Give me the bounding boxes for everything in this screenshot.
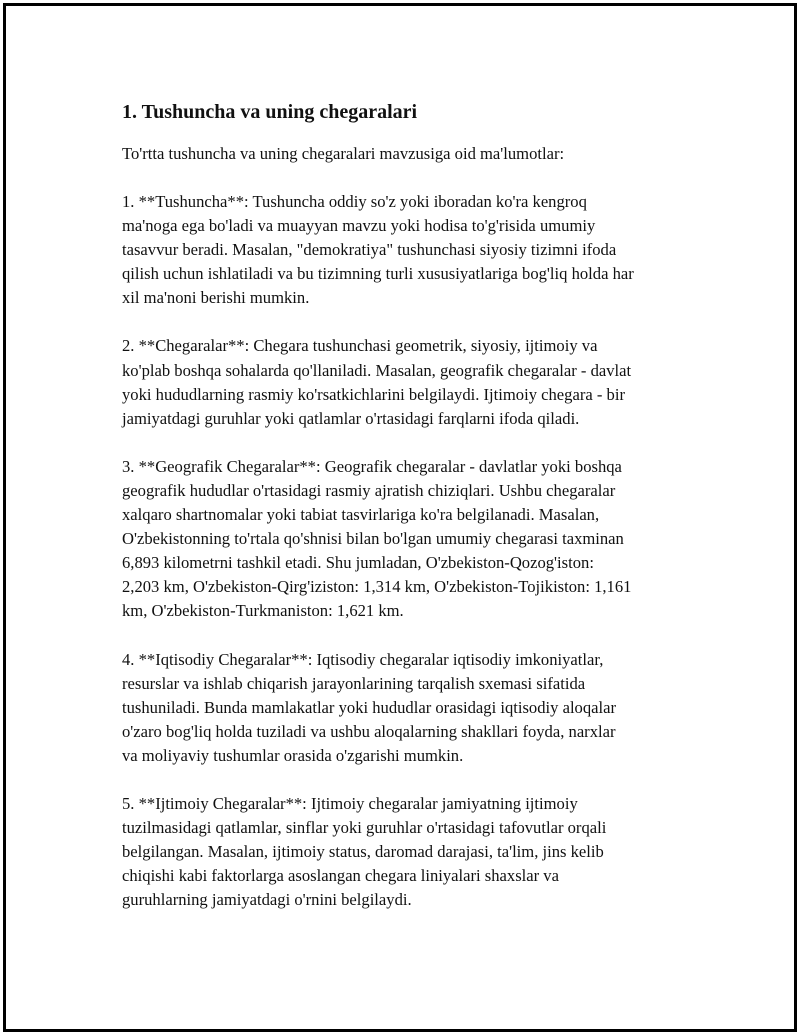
paragraph-line: 1. **Tushuncha**: Tushuncha oddiy so'z yoki iboradan ko'ra kengroq — [122, 192, 587, 211]
paragraph-line: 2,203 km, O'zbekiston-Qirg'iziston: 1,314 km, O'zbekiston-Tojikiston: 1,161 — [122, 577, 632, 597]
paragraph-line: xalqaro shartnomalar yoki tabiat tasvirlariga ko'ra belgilanadi. Masalan, — [122, 505, 600, 525]
document-body — [122, 99, 702, 936]
paragraph-line: geografik hududlar o'rtasidagi rasmiy ajratish chiziqlari. Ushbu chegaralar — [122, 480, 616, 500]
document-title: 1. Tushuncha va uning chegaralari — [122, 101, 418, 123]
paragraph-line: O'zbekistonning to'rtala qo'shnisi bilan bo'lgan umumiy chegarasi taxminan — [122, 529, 624, 549]
paragraph-chegaralar — [122, 334, 702, 430]
paragraph-line: tasavvur beradi. Masalan, "demokratiya" tushunchasi siyosiy tizimni ifoda — [122, 240, 617, 260]
paragraph-line: ma'noga ega bo'ladi va muayyan mavzu yoki hodisa to'g'risida umumiy — [122, 216, 596, 236]
paragraph-tushuncha — [122, 190, 702, 310]
paragraph-line: 6,893 kilometrni tashkil etadi. Shu jumladan, O'zbekiston-Qozog'iston: — [122, 553, 594, 573]
page-frame — [3, 3, 797, 1032]
intro-text: To'rtta tushuncha va uning chegaralari mavzusiga oid ma'lumotlar: — [122, 144, 565, 163]
paragraph-line: qilish uchun ishlatiladi va bu tizimning turli xususiyatlariga bog'liq holda har — [122, 264, 634, 284]
paragraph-line: chiqishi kabi faktorlarga asoslangan chegara liniyalari shaxslar va — [122, 866, 559, 886]
paragraph-line: guruhlarning jamiyatdagi o'rnini belgilaydi. — [122, 890, 412, 910]
paragraph-line: 4. **Iqtisodiy Chegaralar**: Iqtisodiy chegaralar iqtisodiy imkoniyatlar, — [122, 649, 604, 669]
paragraph-line: tuzilmasidagi qatlamlar, sinflar yoki guruhlar o'rtasidagi tafovutlar orqali — [122, 818, 607, 838]
paragraph-ijtimoiy-chegaralar — [122, 792, 702, 912]
paragraph-geografik-chegaralar — [122, 455, 702, 624]
paragraph-line: belgilangan. Masalan, ijtimoiy status, daromad darajasi, ta'lim, jins kelib — [122, 842, 604, 862]
paragraph-line: ko'plab boshqa sohalarda qo'llaniladi. Masalan, geografik chegaralar - davlat — [122, 360, 632, 380]
paragraph-line: resurslar va ishlab chiqarish jarayonlarining tarqalish sxemasi sifatida — [122, 673, 586, 693]
paragraph-line: va moliyaviy tushumlar orasida o'zgarishi mumkin. — [122, 745, 464, 765]
paragraph-line: km, O'zbekiston-Turkmaniston: 1,621 km. — [122, 601, 404, 621]
paragraph-line: yoki hududlarning rasmiy ko'rsatkichlarini belgilaydi. Ijtimoiy chegara - bir — [122, 384, 625, 404]
paragraph-line: 3. **Geografik Chegaralar**: Geografik chegaralar - davlatlar yoki boshqa — [122, 456, 622, 476]
paragraph-line: 2. **Chegaralar**: Chegara tushunchasi geometrik, siyosiy, ijtimoiy va — [122, 336, 598, 356]
paragraph-line: jamiyatdagi guruhlar yoki qatlamlar o'rtasidagi farqlarni ifoda qiladi. — [122, 408, 580, 428]
paragraph-line: xil ma'noni berishi mumkin. — [122, 288, 310, 308]
paragraph-line: tushuniladi. Bunda mamlakatlar yoki hududlar orasidagi iqtisodiy aloqalar — [122, 697, 617, 717]
paragraph-line: 5. **Ijtimoiy Chegaralar**: Ijtimoiy chegaralar jamiyatning ijtimoiy — [122, 793, 578, 813]
paragraph-iqtisodiy-chegaralar — [122, 648, 702, 768]
paragraph-line: o'zaro bog'liq holda tuziladi va ushbu aloqalarning shakllari foyda, narxlar — [122, 721, 616, 741]
